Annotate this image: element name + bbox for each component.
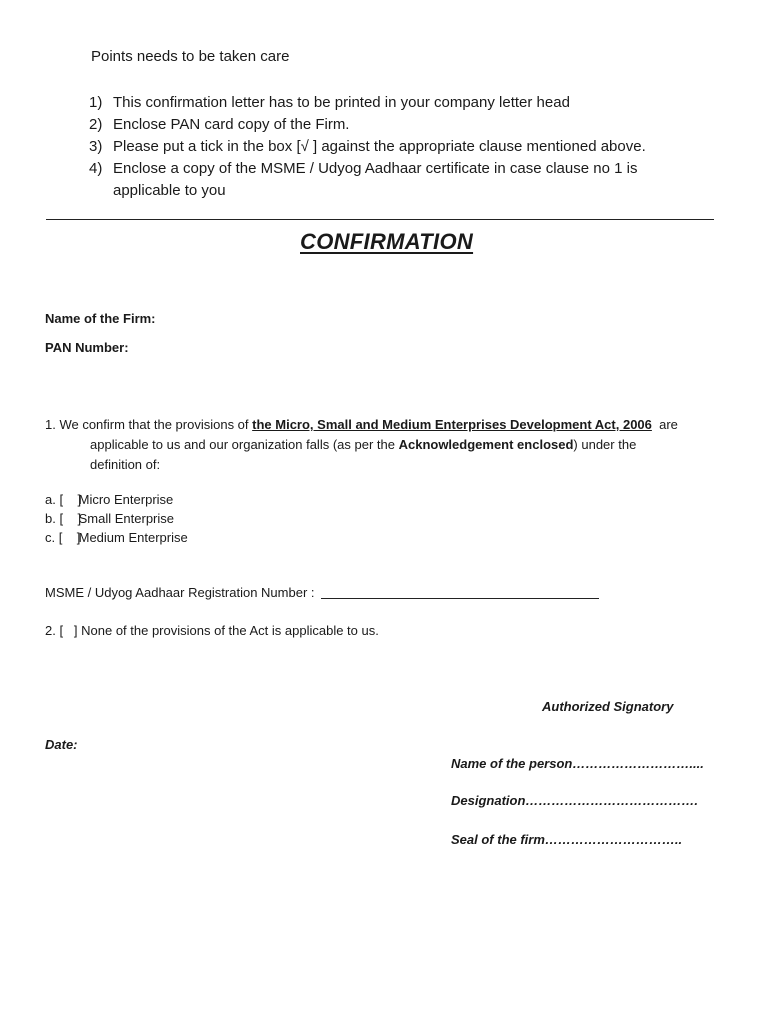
list-item-text: Enclose PAN card copy of the Firm.	[113, 116, 350, 133]
authorized-signatory-label: Authorized Signatory	[542, 699, 674, 714]
list-item-number: 3)	[89, 138, 103, 155]
list-item	[89, 158, 646, 180]
list-item	[89, 136, 646, 158]
person-name-field: Name of the person………………………....	[451, 756, 704, 771]
list-item-number: 4)	[89, 160, 103, 177]
option-checkbox[interactable]: b. [ ]	[45, 511, 82, 526]
list-item-number	[89, 180, 113, 202]
clause-1-line-2	[45, 435, 678, 455]
clause-1-lead: 1. We confirm that the provisions of	[45, 417, 253, 432]
registration-label: MSME / Udyog Aadhaar Registration Number :	[45, 585, 315, 600]
list-item	[89, 92, 646, 114]
list-item-text: This confirmation letter has to be printed in your company letter head	[113, 94, 570, 111]
option-checkbox[interactable]: c. [ ]	[45, 530, 81, 545]
option-label: Micro Enterprise	[78, 492, 174, 507]
acknowledgement-text: Acknowledgement enclosed	[398, 437, 574, 452]
list-item-number: 1)	[89, 94, 103, 111]
clause-1-line-1	[45, 415, 678, 435]
clause-1-line-2-start: applicable to us and our organization falls (as per the	[90, 437, 399, 452]
seal-field: Seal of the firm…………………………..	[451, 832, 683, 847]
option-label: Small Enterprise	[78, 511, 174, 526]
clause-2: 2. [ ] None of the provisions of the Act is applicable to us.	[45, 623, 379, 638]
list-item-text: Please put a tick in the box [√ ] against the appropriate clause mentioned above.	[113, 138, 646, 155]
list-item-continuation	[89, 180, 646, 202]
act-name: the Micro, Small and Medium Enterprises Development Act, 2006	[252, 417, 652, 432]
option-medium	[45, 528, 188, 547]
option-checkbox[interactable]: a. [ ]	[45, 492, 82, 507]
registration-row	[45, 585, 599, 600]
option-micro	[45, 490, 188, 509]
document-heading: CONFIRMATION	[300, 229, 474, 254]
pan-number-label: PAN Number:	[45, 340, 129, 355]
separator-line	[46, 219, 714, 220]
instructions-list	[89, 92, 646, 202]
option-small	[45, 509, 188, 528]
clause-1-tail: are	[651, 417, 678, 432]
list-item-number: 2)	[89, 116, 103, 133]
date-label: Date:	[45, 737, 78, 752]
list-item-text: applicable to you	[113, 182, 226, 199]
registration-number-line[interactable]	[321, 598, 599, 599]
instructions-title: Points needs to be taken care	[91, 48, 290, 65]
clause-1-line-2-end: ) under the	[573, 437, 637, 452]
clause-1	[45, 415, 678, 475]
firm-name-label: Name of the Firm:	[45, 311, 156, 326]
enterprise-options	[45, 490, 188, 547]
clause-1-line-3: definition of:	[90, 457, 161, 472]
list-item-text: Enclose a copy of the MSME / Udyog Aadhaar certificate in case clause no 1 is	[113, 160, 638, 177]
designation-field: Designation………………………………….	[451, 793, 699, 808]
list-item	[89, 114, 646, 136]
option-label: Medium Enterprise	[78, 530, 188, 545]
